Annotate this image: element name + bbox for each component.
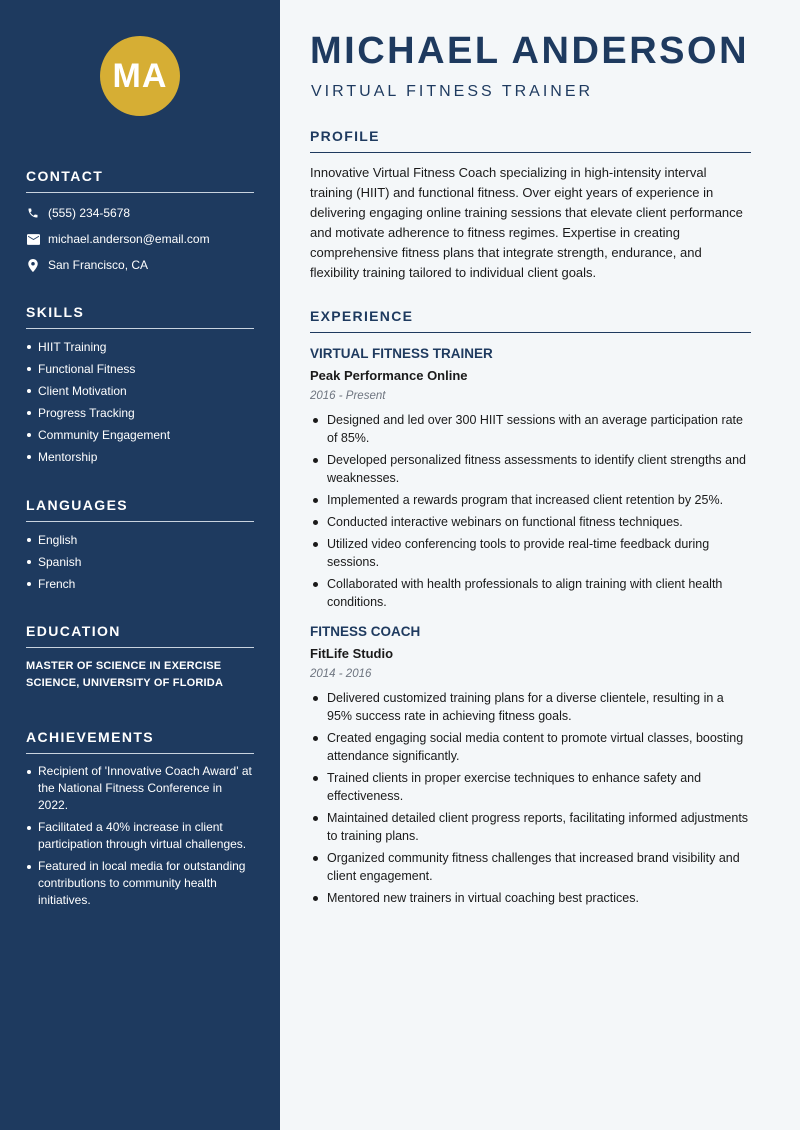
avatar: [100, 36, 180, 116]
job-bullet: Developed personalized fitness assessments to identify client strengths and weaknesses.: [310, 451, 751, 487]
language-item: Spanish: [26, 553, 254, 571]
contact-phone-text[interactable]: (555) 234-5678: [48, 206, 131, 220]
profile-text: Innovative Virtual Fitness Coach specializing in high-intensity interval training (HIIT) and functional fitness. Over eight years of experience in delivering engaging online training sessions that elevate client performance and motivate adherence to fitness regimes. Expertise in creating comprehensive fitness plans that integrate strength, endurance, and flexibility training tailored to individual client goals.: [310, 165, 743, 280]
job-bullets: [310, 411, 751, 611]
job-entry: [310, 345, 751, 611]
languages-heading: LANGUAGES: [26, 497, 254, 522]
candidate-name: MICHAEL ANDERSON: [310, 30, 750, 72]
avatar-initials: MA: [112, 56, 168, 95]
sidebar: [0, 0, 280, 1130]
profile-heading: PROFILE: [310, 128, 751, 153]
phone-icon: [26, 206, 40, 220]
achievements-section: [26, 729, 254, 914]
contact-phone: [26, 200, 254, 226]
main-content: [280, 0, 800, 1130]
skill-item: Functional Fitness: [26, 360, 254, 378]
skill-item: Community Engagement: [26, 426, 254, 444]
job-bullet: Delivered customized training plans for a diverse clientele, resulting in a 95% success rate in achieving fitness goals.: [310, 689, 751, 725]
education-heading: EDUCATION: [26, 623, 254, 648]
job-bullet: Trained clients in proper exercise techniques to enhance safety and effectiveness.: [310, 769, 751, 805]
contact-email-text[interactable]: michael.anderson@email.com: [48, 232, 210, 246]
languages-section: [26, 497, 254, 597]
job-bullet: Created engaging social media content to promote virtual classes, boosting attendance significantly.: [310, 729, 751, 765]
job-bullet: Maintained detailed client progress reports, facilitating informed adjustments to training plans.: [310, 809, 751, 845]
achievement-item: Recipient of 'Innovative Coach Award' at the National Fitness Conference in 2022.: [26, 763, 254, 814]
achievement-item: Featured in local media for outstanding contributions to community health initiatives.: [26, 858, 254, 909]
contact-email: [26, 226, 254, 252]
achievements-heading: ACHIEVEMENTS: [26, 729, 254, 754]
job-entry: [310, 623, 751, 907]
job-dates: 2016 - Present: [310, 390, 386, 402]
email-icon: [26, 232, 40, 246]
contact-section: [26, 168, 254, 278]
job-company: Peak Performance Online: [310, 368, 468, 383]
language-item: French: [26, 575, 254, 593]
achievement-item: Facilitated a 40% increase in client participation through virtual challenges.: [26, 819, 254, 853]
profile-section: [310, 128, 751, 283]
job-bullet: Utilized video conferencing tools to provide real-time feedback during sessions.: [310, 535, 751, 571]
job-bullet: Conducted interactive webinars on functional fitness techniques.: [310, 513, 751, 531]
job-dates: 2014 - 2016: [310, 668, 372, 680]
location-pin-icon: [26, 258, 40, 272]
languages-list: [26, 531, 254, 593]
job-bullet: Organized community fitness challenges that increased brand visibility and client engagement.: [310, 849, 751, 885]
job-bullet: Designed and led over 300 HIIT sessions with an average participation rate of 85%.: [310, 411, 751, 447]
skill-item: Progress Tracking: [26, 404, 254, 422]
contact-location: [26, 252, 254, 278]
skills-heading: SKILLS: [26, 304, 254, 329]
experience-heading: EXPERIENCE: [310, 308, 751, 333]
job-bullet: Mentored new trainers in virtual coaching best practices.: [310, 889, 751, 907]
education-section: [26, 623, 254, 692]
job-bullet: Collaborated with health professionals to align training with client health conditions.: [310, 575, 751, 611]
job-bullet: Implemented a rewards program that increased client retention by 25%.: [310, 491, 751, 509]
contact-heading: CONTACT: [26, 168, 254, 193]
job-title: FITNESS COACH: [310, 624, 421, 639]
job-title: VIRTUAL FITNESS TRAINER: [310, 346, 493, 361]
education-degree: MASTER OF SCIENCE IN EXERCISE SCIENCE, UNIVERSITY OF FLORIDA: [26, 660, 224, 689]
skills-list: [26, 338, 254, 466]
experience-section: [310, 308, 751, 911]
contact-location-text: San Francisco, CA: [48, 258, 149, 272]
skill-item: Mentorship: [26, 448, 254, 466]
job-company: FitLife Studio: [310, 646, 394, 661]
contact-list: [26, 200, 254, 278]
job-bullets: [310, 689, 751, 907]
skills-section: [26, 304, 254, 470]
achievements-list: [26, 763, 254, 909]
language-item: English: [26, 531, 254, 549]
skill-item: Client Motivation: [26, 382, 254, 400]
skill-item: HIIT Training: [26, 338, 254, 356]
candidate-title: VIRTUAL FITNESS TRAINER: [311, 83, 594, 100]
